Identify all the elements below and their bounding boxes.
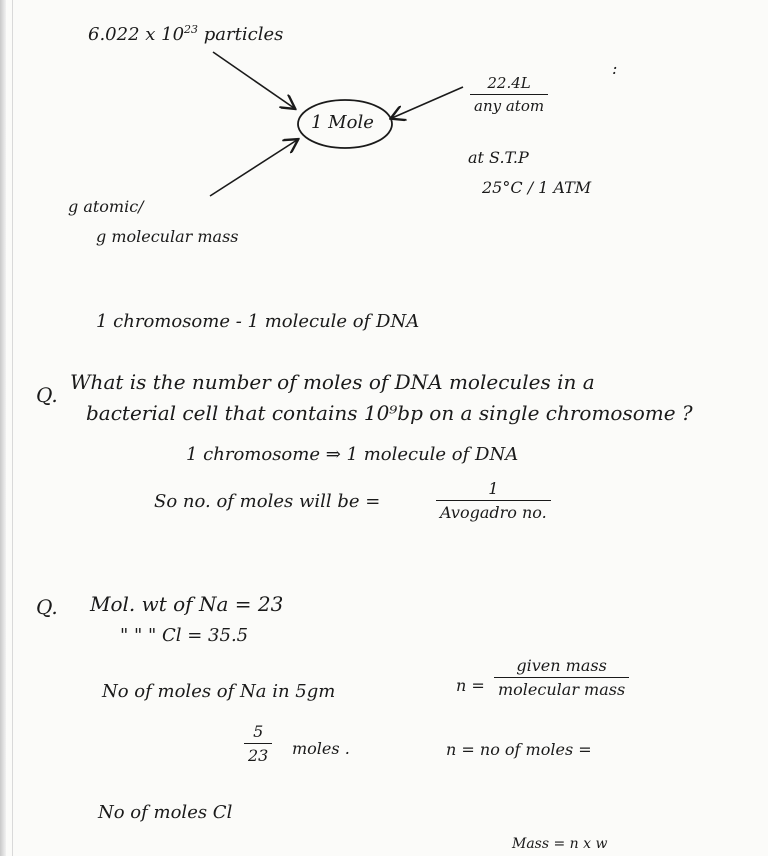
- moles-na-fraction: $\frac{5}{23}$: [244, 722, 272, 765]
- question-1-answer-line-1: 1 chromosome ⇒ 1 molecule of DNA: [186, 444, 519, 465]
- arrow-from-mass: [210, 140, 297, 196]
- avogadro-number: 6.022 x $10^{23}$ particles: [88, 23, 284, 45]
- arrow-from-volume: [392, 87, 463, 118]
- formula-n-prefix: n =: [456, 676, 485, 695]
- mole-label: 1 Mole: [311, 112, 374, 133]
- stray-mark: :: [612, 59, 618, 78]
- n-definition: n = no of moles =: [446, 740, 592, 759]
- question-1-answer-fraction: 1 Avogadro no.: [436, 479, 551, 522]
- question-2-line-1: Mol. wt of Na = 23: [90, 592, 284, 616]
- mass-formula: Mass = n x w: [512, 836, 608, 852]
- question-1-line-1: What is the number of moles of DNA molecules in a: [70, 370, 595, 394]
- moles-na-unit: moles .: [292, 739, 350, 758]
- question-1-answer-prefix: So no. of moles will be =: [154, 491, 381, 512]
- gram-molecular-mass: g molecular mass: [96, 227, 239, 246]
- question-2-label: Q.: [36, 595, 58, 619]
- arrow-from-avogadro: [213, 52, 294, 108]
- molar-volume-fraction: 22.4L any atom: [470, 74, 548, 115]
- question-2-line-3: No of moles of Na in 5gm: [102, 681, 336, 702]
- question-1-line-2: bacterial cell that contains 10⁹bp on a single chromosome ?: [86, 401, 693, 425]
- stp-conditions: 25°C / 1 ATM: [482, 178, 592, 197]
- chromosome-note: 1 chromosome - 1 molecule of DNA: [96, 311, 420, 332]
- question-1-label: Q.: [36, 383, 58, 407]
- question-2-line-2: " " " Cl = 35.5: [120, 625, 249, 646]
- stp-label: at S.T.P: [468, 148, 529, 167]
- formula-n-fraction: given mass molecular mass: [494, 656, 629, 699]
- gram-atomic-mass: g atomic/: [68, 197, 144, 216]
- question-2-line-4: No of moles Cl: [98, 802, 233, 823]
